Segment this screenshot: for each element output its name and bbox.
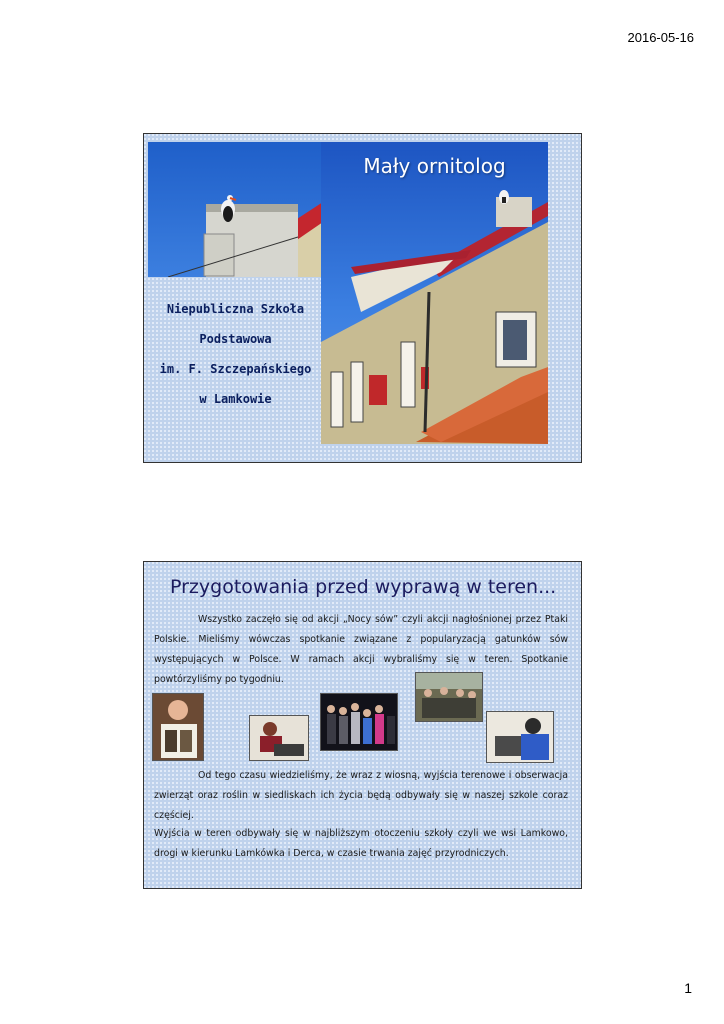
- school-name-line: w Lamkowie: [199, 392, 272, 406]
- paragraph-owl-night: [154, 610, 568, 690]
- girl-with-book-photo: [152, 693, 204, 761]
- school-name: [148, 294, 323, 414]
- indoor-group-photo: [415, 672, 483, 722]
- page-number: 1: [684, 980, 692, 996]
- school-building-photo: [321, 142, 548, 444]
- child-reading-photo: [249, 715, 309, 761]
- paragraph-text: Wszystko zaczęło się od akcji „Nocy sów” czyli akcji nagłośnionej przez Ptaki Polskie. Mieliśmy wówczas spotkanie związane z popularyzacją gatunków sów występujących w Polsce. W ramach akcji wybraliśmy się w teren. Spotkanie powtórzyliśmy po tygodniu.: [154, 614, 568, 685]
- paragraph-text: Wyjścia w teren odbywały się w najbliższym otoczeniu szkoły czyli we wsi Lamkowo, drogi w kierunku Lamkówka i Derca, w czasie trwania zajęć przyrodniczych.: [154, 828, 568, 859]
- document-date: 2016-05-16: [627, 30, 694, 45]
- boy-with-binoculars-photo: [486, 711, 554, 763]
- slide-2-title: Przygotowania przed wyprawą w teren...: [170, 576, 557, 598]
- paragraph-trip-locations: [154, 824, 568, 864]
- paragraph-text: Od tego czasu wiedzieliśmy, że wraz z wiosną, wyjścia terenowe i obserwacja zwierząt oraz roślin w siedliskach ich życia będą odbywały się w naszej szkole coraz częściej.: [154, 770, 568, 821]
- stork-on-chimney-photo: [148, 142, 323, 277]
- slide-2: [143, 561, 582, 889]
- school-name-line: Podstawowa: [199, 332, 272, 346]
- slide-1: [143, 133, 582, 463]
- slide-1-title: Mały ornitolog: [363, 154, 506, 178]
- paragraph-field-trips: [154, 766, 568, 826]
- school-name-line: im. F. Szczepańskiego: [159, 362, 312, 376]
- group-at-night-photo: [320, 693, 398, 751]
- school-name-line: Niepubliczna Szkoła: [166, 302, 305, 316]
